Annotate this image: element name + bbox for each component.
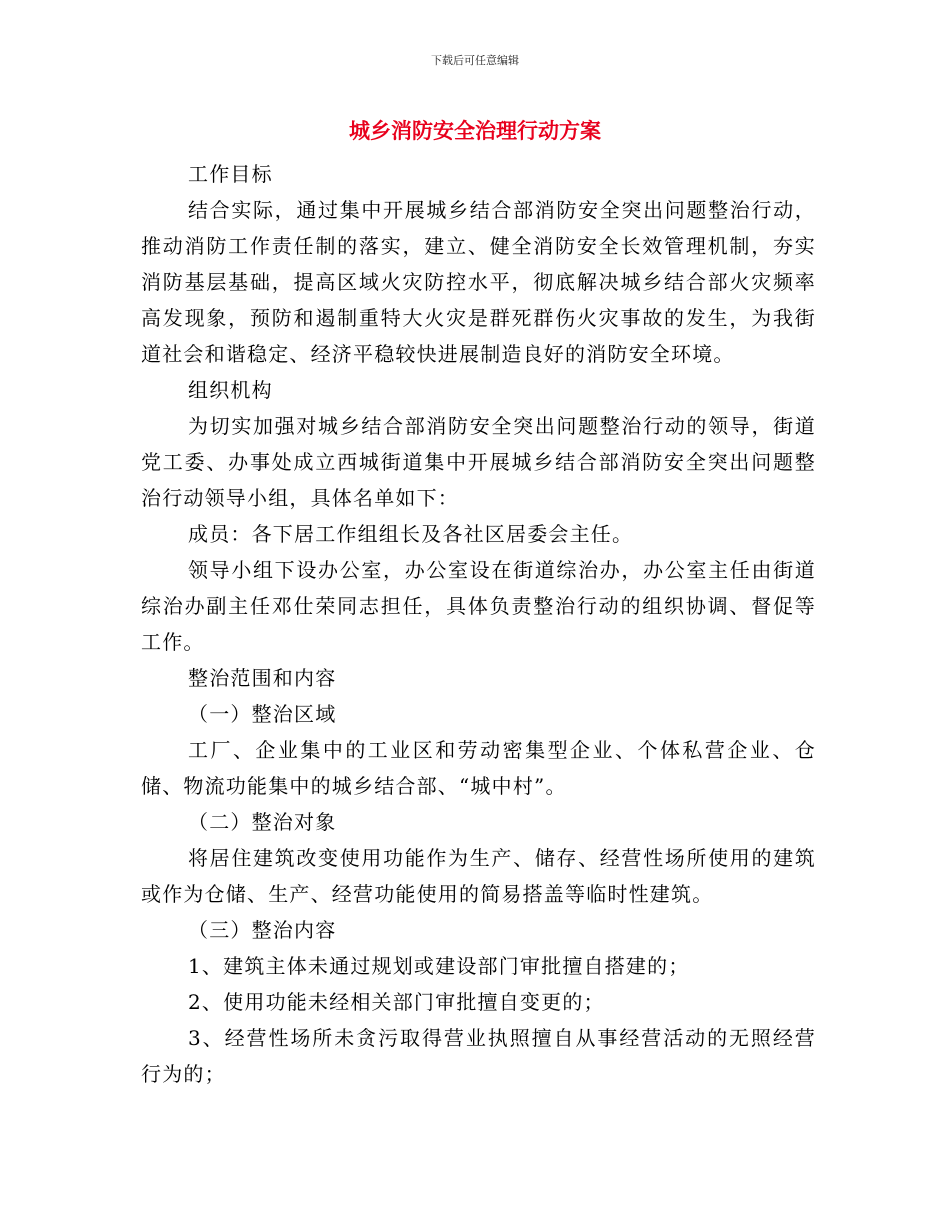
paragraph-organization: 为切实加强对城乡结合部消防安全突出问题整治行动的领导，街道党工委、办事处成立西城街道集中开展城乡结合部消防安全突出问题整治行动领导小组，具体名单如下： xyxy=(141,414,816,510)
section-heading-organization: 组织机构 xyxy=(188,378,273,402)
list-item-1: 1、建筑主体未通过规划或建设部门审批擅自搭建的； xyxy=(188,954,690,978)
subheading-targets: （二）整治对象 xyxy=(188,810,337,834)
paragraph-office: 领导小组下设办公室，办公室设在街道综治办，办公室主任由街道综治办副主任邓仕荣同志担任，具体负责整治行动的组织协调、督促等工作。 xyxy=(141,558,816,654)
page-header-note: 下载后可任意编辑 xyxy=(431,54,519,67)
paragraph-members: 成员：各下居工作组组长及各社区居委会主任。 xyxy=(188,522,634,546)
paragraph-area: 工厂、企业集中的工业区和劳动密集型企业、个体私营企业、仓储、物流功能集中的城乡结合部、“城中村”。 xyxy=(141,738,816,798)
paragraph-targets: 将居住建筑改变使用功能作为生产、储存、经营性场所使用的建筑或作为仓储、生产、经营功能使用的简易搭盖等临时性建筑。 xyxy=(141,846,816,906)
document-title: 城乡消防安全治理行动方案 xyxy=(349,119,601,143)
section-heading-goals: 工作目标 xyxy=(188,162,273,186)
list-item-3: 3、经营性场所未贪污取得营业执照擅自从事经营活动的无照经营行为的； xyxy=(141,1026,816,1086)
subheading-content: （三）整治内容 xyxy=(188,918,337,942)
paragraph-goals: 结合实际，通过集中开展城乡结合部消防安全突出问题整治行动，推动消防工作责任制的落实，建立、健全消防安全长效管理机制，夯实消防基层基础，提高区域火灾防控水平，彻底解决城乡结合部火灾频率高发现象，预防和遏制重特大火灾是群死群伤火灾事故的发生，为我街道社会和谐稳定、经济平稳较快进展制造良好的消防安全环境。 xyxy=(141,198,816,366)
document-body xyxy=(141,156,816,1092)
section-heading-scope: 整治范围和内容 xyxy=(188,666,337,690)
subheading-area: （一）整治区域 xyxy=(188,702,337,726)
list-item-2: 2、使用功能未经相关部门审批擅自变更的； xyxy=(188,990,605,1014)
